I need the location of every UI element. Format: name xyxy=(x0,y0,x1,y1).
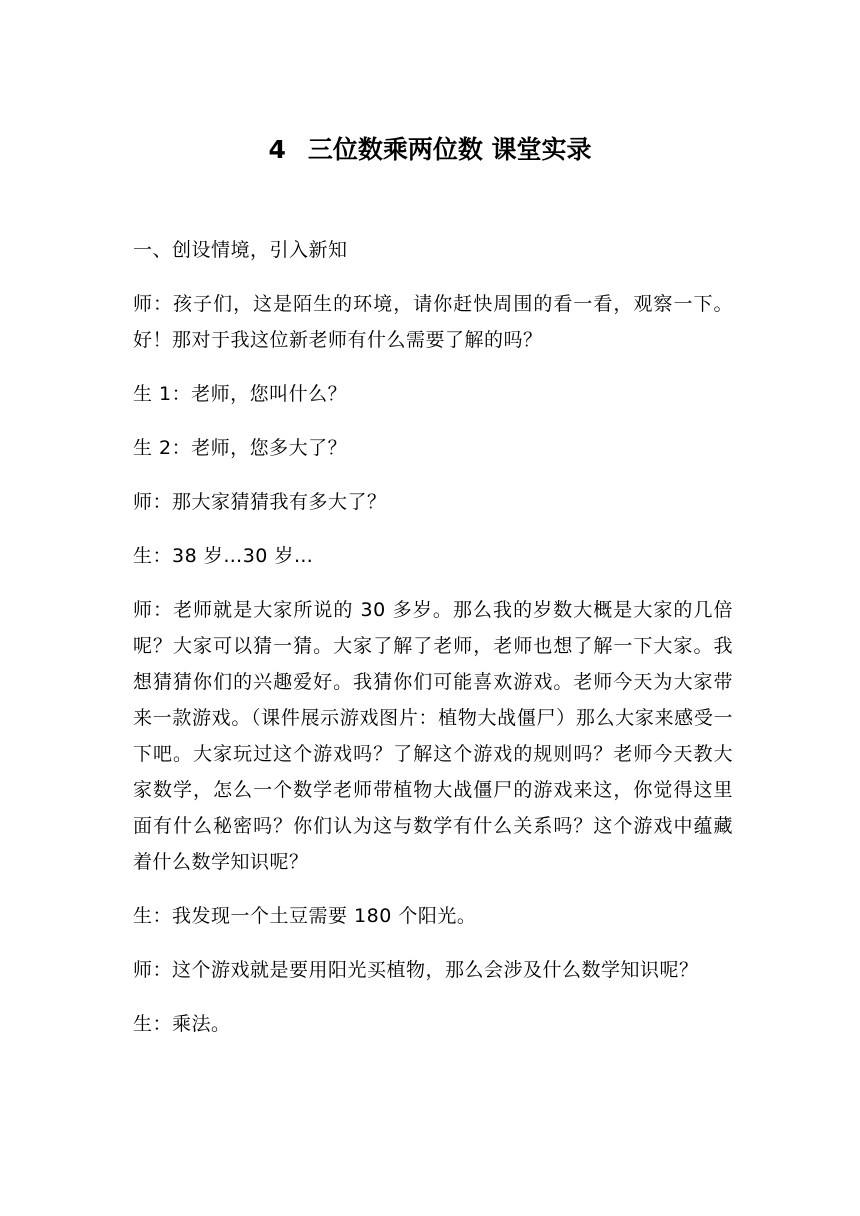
paragraph: 生 2：老师，您多大了？ xyxy=(133,437,348,459)
title-number: 4 xyxy=(268,135,286,164)
paragraph: 师：老师就是大家所说的 30 多岁。那么我的岁数大概是大家的几倍呢？大家可以猜一猜。大家了解了老师，老师也想了解一下大家。我想猜猜你们的兴趣爱好。我猜你们可能喜欢游戏。老师今天为大家带来一款游戏。（课件展示游戏图片：植物大战僵尸）那么大家来感受一下吧。大家玩过这个游戏吗？了解这个游戏的规则吗？老师今天教大家数学，怎么一个数学老师带植物大战僵尸的游戏来这，你觉得这里面有什么秘密吗？你们认为这与数学有什么关系吗？这个游戏中蕴藏着什么数学知识呢？ xyxy=(133,599,733,873)
title-text: 三位数乘两位数 课堂实录 xyxy=(307,135,592,164)
paragraph: 师：这个游戏就是要用阳光买植物，那么会涉及什么数学知识呢？ xyxy=(133,959,699,981)
paragraph: 师：那大家猜猜我有多大了？ xyxy=(133,491,387,513)
paragraph: 生：38 岁…30 岁… xyxy=(133,545,314,567)
section-heading: 一、创设情境，引入新知 xyxy=(133,239,348,261)
paragraph: 师：孩子们，这是陌生的环境，请你赶快周围的看一看，观察一下。好！那对于我这位新老师有什么需要了解的吗？ xyxy=(133,293,733,351)
page-title xyxy=(0,132,860,168)
paragraph: 生：我发现一个土豆需要 180 个阳光。 xyxy=(133,905,477,927)
paragraph: 生 1：老师，您叫什么？ xyxy=(133,383,348,405)
document-body xyxy=(133,232,733,1060)
paragraph: 生：乘法。 xyxy=(133,1013,231,1035)
